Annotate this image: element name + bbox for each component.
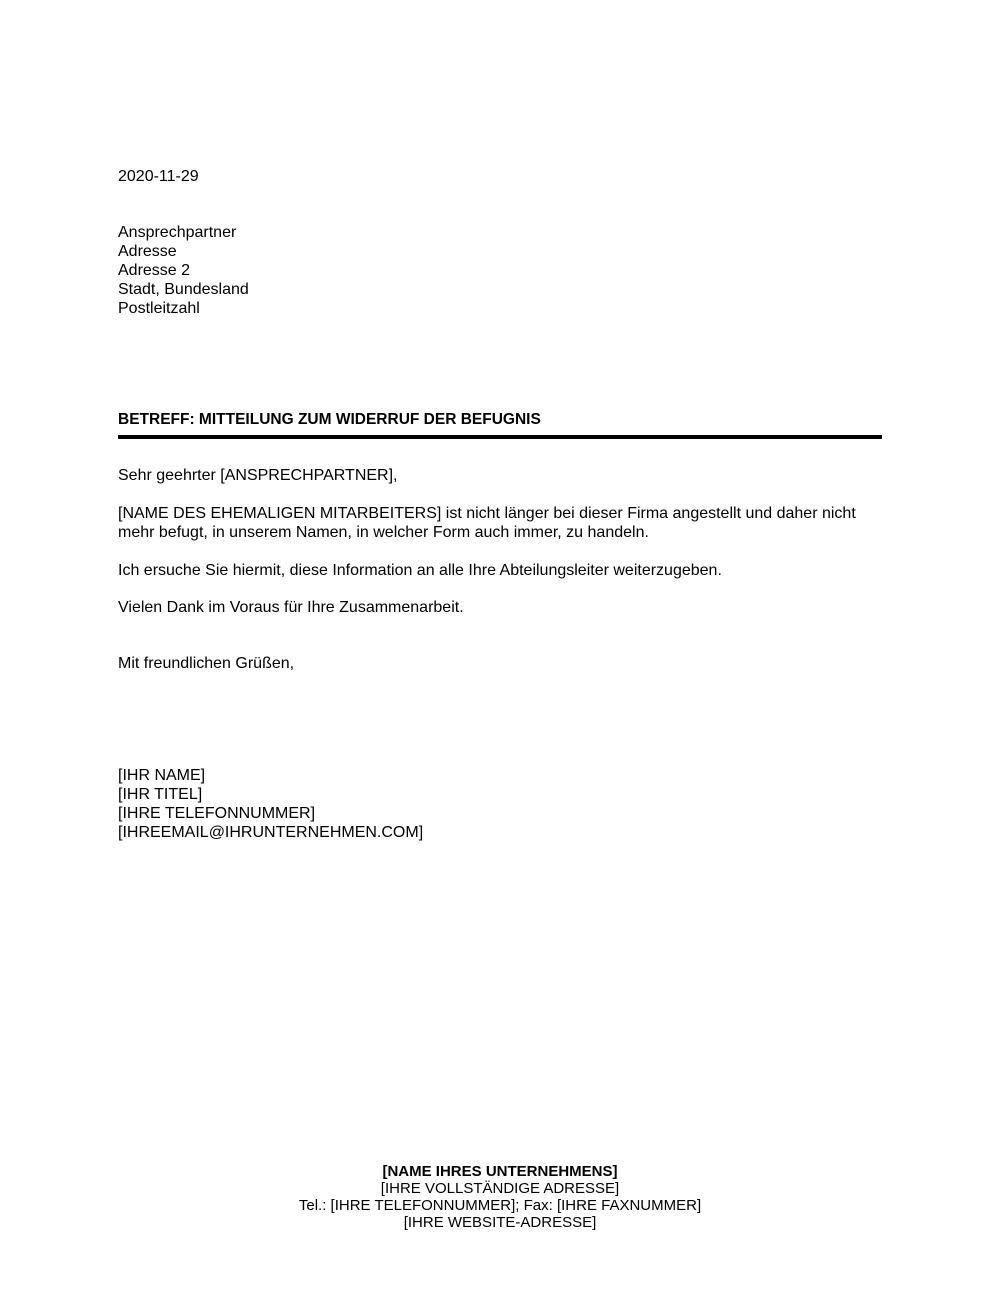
subject-line: BETREFF: MITTEILUNG ZUM WIDERRUF DER BEFUGNIS xyxy=(118,411,541,428)
footer-address: [IHRE VOLLSTÄNDIGE ADRESSE] xyxy=(380,1180,620,1197)
closing: Mit freundlichen Grüßen, xyxy=(118,655,295,672)
recipient-city-state: Stadt, Bundesland xyxy=(118,281,249,298)
signer-email: [IHREEMAIL@IHRUNTERNEHMEN.COM] xyxy=(118,824,424,841)
signer-name: [IHR NAME] xyxy=(118,767,206,784)
salutation: Sehr geehrter [ANSPRECHPARTNER], xyxy=(118,467,398,484)
body-paragraph: [NAME DES EHEMALIGEN MITARBEITERS] ist nicht länger bei dieser Firma angestellt und daher nicht mehr befugt, in unserem Namen, in welcher Form auch immer, zu handeln. xyxy=(118,505,856,541)
footer-contact: Tel.: [IHRE TELEFONNUMMER]; Fax: [IHRE FAXNUMMER] xyxy=(298,1197,702,1214)
body-paragraph: Vielen Dank im Voraus für Ihre Zusammenarbeit. xyxy=(118,599,464,616)
recipient-address-line-2: Adresse 2 xyxy=(118,262,191,279)
subject-divider xyxy=(118,435,882,439)
recipient-address-line-1: Adresse xyxy=(118,243,177,260)
letterhead-footer xyxy=(0,1163,1000,1231)
signer-phone: [IHRE TELEFONNUMMER] xyxy=(118,805,316,822)
recipient-address-block xyxy=(118,223,249,318)
recipient-contact: Ansprechpartner xyxy=(118,224,237,241)
recipient-postal-code: Postleitzahl xyxy=(118,300,200,317)
signer-title: [IHR TITEL] xyxy=(118,786,203,803)
letter-date: 2020-11-29 xyxy=(118,168,199,185)
body-paragraph: Ich ersuche Sie hiermit, diese Information an alle Ihre Abteilungsleiter weiterzugeben. xyxy=(118,562,722,579)
footer-website: [IHRE WEBSITE-ADRESSE] xyxy=(403,1214,597,1231)
signature-block xyxy=(118,766,423,842)
footer-company-name: [NAME IHRES UNTERNEHMENS] xyxy=(382,1163,618,1180)
